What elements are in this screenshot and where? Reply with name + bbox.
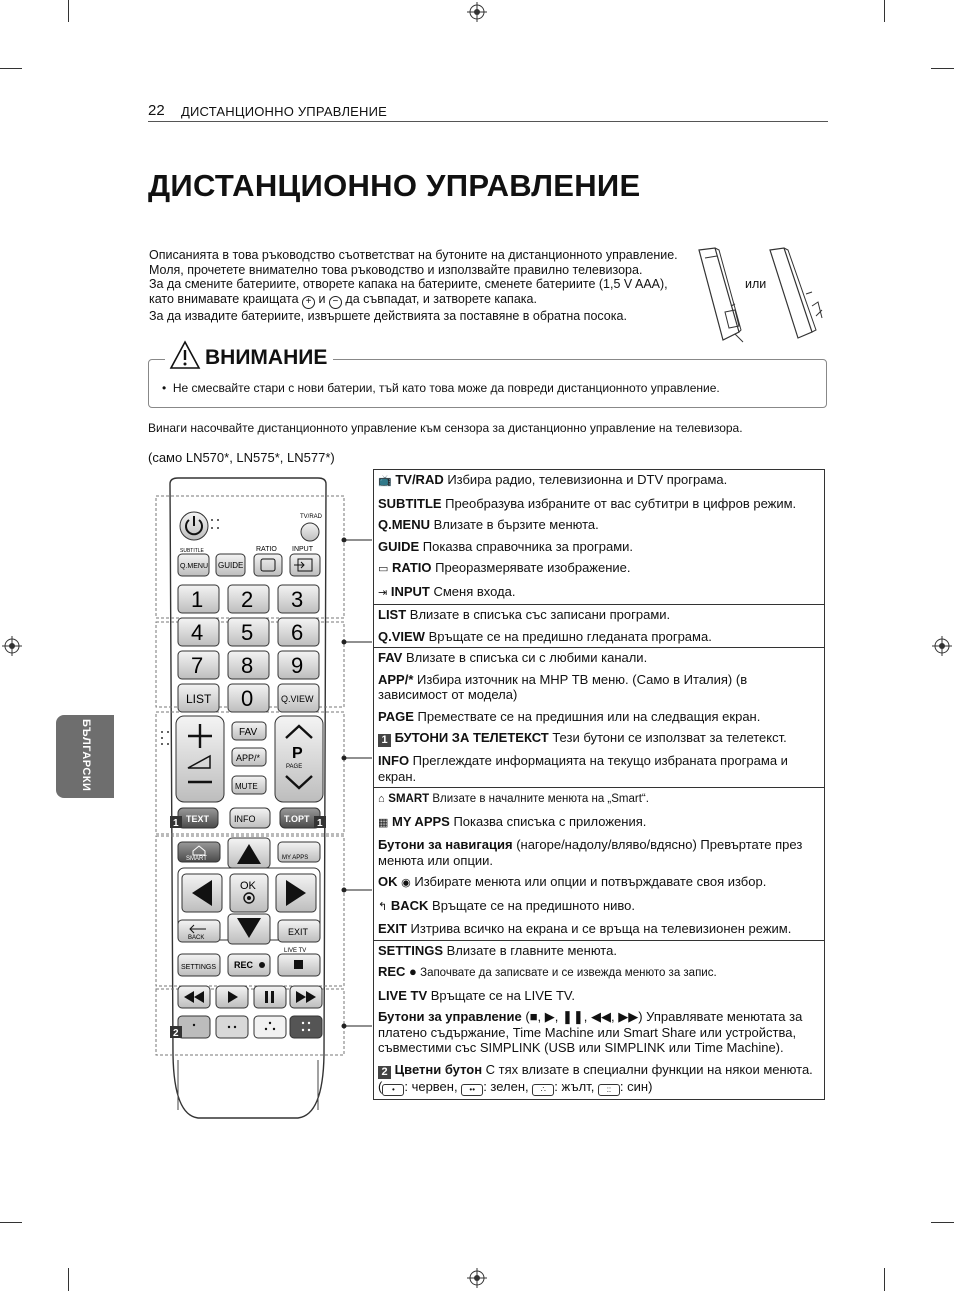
description-group <box>374 788 824 941</box>
button-description: Тези бутони се използват за телетекст. <box>548 730 787 745</box>
intro-fragment: да съвпадат, и затворете капака. <box>341 291 537 306</box>
blue-button[interactable] <box>290 1016 322 1038</box>
tvrad-button[interactable] <box>301 523 319 541</box>
color-name: : червен, <box>404 1078 462 1094</box>
green-button[interactable] <box>216 1016 248 1038</box>
red-button[interactable] <box>178 1016 210 1038</box>
caution-text: Не смесвайте стари с нови батерии, тъй като това може да повреди дистанционното управление. <box>172 381 720 395</box>
crop-mark <box>884 1268 885 1291</box>
description-row <box>378 650 820 666</box>
button-name: SUBTITLE <box>378 495 442 511</box>
color-name: : зелен, <box>483 1078 533 1094</box>
button-description: Показва справочника за програми. <box>419 538 634 554</box>
caution-title: ВНИМАНИЕ <box>205 346 333 370</box>
description-row <box>378 814 820 832</box>
button-description: Преоразмерявате изображение. <box>431 560 631 575</box>
description-row <box>378 472 820 490</box>
settings-label: SETTINGS <box>181 964 217 971</box>
text-label: TEXT <box>186 814 210 824</box>
intro-paragraph: Описанията в това ръководство съответстват на бутоните на дистанционното управление. <box>149 248 678 262</box>
number-label: 9 <box>291 653 304 678</box>
ratio-label: RATIO <box>256 546 277 553</box>
description-row <box>378 874 820 892</box>
button-description: Изтрива всичко на екрана и се връща на телевизионен режим. <box>406 921 792 936</box>
button-description: (■, ▶, ❚❚, ◀◀, ▶▶) Управлявате менютата за платено съдържание, Time Machine или Smart Share или устройства, съвместими със SIMPLINK (USB или SIMPLINK или Time Machine). <box>378 1009 803 1055</box>
myapps-label: MY APPS <box>282 855 309 861</box>
description-group <box>374 470 824 605</box>
button-name: Бутони за управление <box>378 1009 522 1024</box>
button-description-table <box>373 469 825 1100</box>
button-name: REC ● <box>378 964 417 979</box>
description-row <box>378 964 820 982</box>
button-description: Влизате в списъка със записани програми. <box>406 607 671 622</box>
button-description: Връщате се на предишно гледаната програма. <box>424 628 712 644</box>
or-label: или <box>745 277 767 291</box>
tvrad-label: TV/RAD <box>300 514 323 520</box>
number-label: 7 <box>191 653 204 678</box>
number-badge: 1 <box>378 734 391 747</box>
button-name: EXIT <box>378 921 407 936</box>
button-description: Започвате да записвате и се извежда менюто за запис. <box>416 967 717 979</box>
rec-label: REC <box>234 960 254 970</box>
ratio-button[interactable] <box>254 554 282 576</box>
description-group <box>374 605 824 648</box>
ok-label: OK <box>240 880 256 892</box>
button-description: Показва списъка с приложения. <box>449 813 647 829</box>
button-description: Премествате се на предишния или на следващия екран. <box>413 708 761 724</box>
description-row <box>378 790 820 808</box>
color-marker: 2 <box>173 1028 179 1039</box>
crop-mark <box>931 68 954 69</box>
button-name: LIST <box>378 607 407 622</box>
button-description: Влизате в началните менюта на „Smart“. <box>429 793 649 805</box>
button-description: Връщате се на предишното ниво. <box>428 897 636 913</box>
button-description: Връщате се на LIVE TV. <box>427 987 576 1003</box>
description-row <box>378 629 820 645</box>
back-label: BACK <box>188 935 205 941</box>
intro-fragment: За да смените батериите, отворете капака на батериите, сменете батериите (1,5 V AAA), като внимавате краищата <box>149 277 668 306</box>
color-name: : син) <box>619 1078 653 1094</box>
button-name: MY APPS <box>392 813 450 829</box>
crop-mark <box>0 1222 22 1223</box>
pause-button[interactable] <box>254 986 286 1008</box>
input-icon: ⇥ <box>378 586 388 599</box>
bullet: • <box>162 381 167 395</box>
description-row <box>378 730 820 747</box>
page-title: ДИСТАНЦИОННО УПРАВЛЕНИЕ <box>148 168 641 203</box>
list-label: LIST <box>186 692 212 706</box>
color-name: : жълт, <box>554 1078 598 1094</box>
page-number: 22 <box>148 102 165 119</box>
button-description: (нагоре/надолу/вляво/вдясно) Превъртате през менюта или опции. <box>378 837 803 868</box>
remote-illustration <box>148 470 376 1145</box>
description-row <box>378 898 820 916</box>
grid-icon: ▦ <box>378 816 389 829</box>
button-name: SETTINGS <box>378 942 444 958</box>
crop-mark <box>68 0 69 22</box>
intro-paragraph: Моля, прочетете внимателно това ръководство и използвайте правилно телевизора. <box>149 262 643 277</box>
button-name: Q.MENU <box>378 517 430 532</box>
button-name: Бутони за навигация <box>378 837 513 852</box>
exit-label: EXIT <box>288 927 309 937</box>
intro-paragraph: За да извадите батериите, извършете действията за поставяне в обратна посока. <box>149 308 627 323</box>
number-label: 5 <box>241 620 254 645</box>
aim-note: Винаги насочвайте дистанционното управление към сензора за дистанционно управление на телевизора. <box>148 421 743 435</box>
info-label: INFO <box>234 814 256 824</box>
button-name: Q.VIEW <box>378 628 425 644</box>
button-description: С тях влизате в специални функции на някои менюта. ( <box>378 1061 813 1094</box>
button-name: APP/* <box>378 671 414 687</box>
crop-mark <box>884 0 885 22</box>
back-arrow-icon: ↰ <box>378 900 388 913</box>
description-row <box>378 837 820 868</box>
button-name: LIVE TV <box>378 987 428 1003</box>
battery-cover-illustration <box>695 246 745 344</box>
button-name: PAGE <box>378 708 414 724</box>
running-header: ДИСТАНЦИОННО УПРАВЛЕНИЕ <box>181 104 388 119</box>
language-tab <box>56 715 114 798</box>
input-label: INPUT <box>292 546 313 553</box>
button-name: INFO <box>378 753 410 768</box>
page-label: PAGE <box>286 764 303 770</box>
description-row <box>378 539 820 555</box>
registration-mark-icon <box>467 2 487 22</box>
intro-paragraph <box>149 277 689 309</box>
description-row <box>378 1009 820 1056</box>
language-tab-label: БЪЛГАРСКИ <box>80 719 92 792</box>
button-description: Преглеждате информацията на текущо избраната програма и екран. <box>378 753 788 784</box>
ratio-icon: ▭ <box>378 563 389 575</box>
ok-icon: ◉ <box>401 877 411 889</box>
button-name: FAV <box>378 650 403 665</box>
plus-icon: + <box>302 296 315 309</box>
tvrad-icon: 📺 <box>378 475 392 487</box>
description-group <box>374 648 824 788</box>
description-row <box>378 584 820 602</box>
button-description: Избира радио, телевизионна и DTV програма. <box>443 472 728 487</box>
number-label: 3 <box>291 587 304 612</box>
description-row <box>378 1062 820 1096</box>
registration-mark-icon <box>467 1268 487 1288</box>
number-label: 6 <box>291 620 304 645</box>
yellow-button-icon: ∴ <box>532 1084 554 1096</box>
button-name: INPUT <box>390 583 430 599</box>
button-name: RATIO <box>392 560 432 575</box>
green-button-icon: •• <box>461 1084 483 1096</box>
number-label: 8 <box>241 653 254 678</box>
topt-label: T.OPT <box>284 814 310 824</box>
minus-icon: − <box>329 296 342 309</box>
fav-label: FAV <box>239 727 258 738</box>
description-row <box>378 921 820 937</box>
description-row <box>378 517 820 533</box>
guide-label: GUIDE <box>218 561 244 570</box>
button-name: TV/RAD <box>395 472 444 487</box>
intro-text <box>149 248 689 323</box>
description-row <box>378 560 820 578</box>
livetv-label: LIVE TV <box>284 948 307 954</box>
button-description: Влизате в главните менюта. <box>443 942 617 958</box>
description-row <box>378 496 820 512</box>
button-description: Избирате менюта или опции и потвърждавате своя избор. <box>410 874 767 889</box>
yellow-button[interactable] <box>254 1016 286 1038</box>
button-name: BACK <box>390 897 429 913</box>
qmenu-label: Q.MENU <box>180 563 208 570</box>
description-row <box>378 943 820 959</box>
button-name: БУТОНИ ЗА ТЕЛЕТЕКСТ <box>394 730 549 745</box>
description-row <box>378 672 820 703</box>
number-label: 0 <box>241 686 254 711</box>
button-description: Избира източник на MHP ТВ меню. (Само в Италия) (в зависимост от модела) <box>378 671 748 702</box>
button-name: GUIDE <box>378 538 420 554</box>
button-name: OK <box>378 874 398 889</box>
app-label: APP/* <box>236 753 261 763</box>
button-description: Влизате в бързите менюта. <box>430 517 599 532</box>
description-group <box>374 941 824 1100</box>
crop-mark <box>0 68 22 69</box>
p-label: P <box>292 745 303 762</box>
button-description: Сменя входа. <box>429 583 516 599</box>
description-row <box>378 607 820 623</box>
button-name: SMART <box>388 793 430 805</box>
battery-cover-illustration <box>766 246 826 344</box>
warning-icon <box>165 340 205 370</box>
teletext-marker: 1 <box>317 818 323 829</box>
qview-label: Q.VIEW <box>281 694 314 704</box>
red-button-icon: • <box>382 1084 404 1096</box>
button-description: Влизате в списъка си с любими канали. <box>402 650 648 665</box>
teletext-marker: 1 <box>173 818 179 829</box>
number-badge: 2 <box>378 1066 391 1079</box>
number-label: 1 <box>191 587 204 612</box>
subtitle-label: SUBTITLE <box>180 548 204 554</box>
blue-button-icon: :: <box>598 1084 620 1096</box>
registration-mark-icon <box>932 636 952 656</box>
crop-mark <box>931 1222 954 1223</box>
header-rule <box>148 121 828 122</box>
mute-label: MUTE <box>235 782 258 791</box>
description-row <box>378 988 820 1004</box>
button-name: Цветни бутон <box>394 1061 483 1077</box>
number-label: 4 <box>191 620 204 645</box>
button-description: Преобразува избраните от вас субтитри в цифров режим. <box>441 495 797 511</box>
number-label: 2 <box>241 587 254 612</box>
registration-mark-icon <box>2 636 22 656</box>
description-row <box>378 709 820 725</box>
smart-label: SMART <box>186 856 207 862</box>
home-icon: ⌂ <box>378 793 385 805</box>
description-row <box>378 753 820 784</box>
crop-mark <box>68 1268 69 1291</box>
caution-item <box>162 381 720 395</box>
intro-fragment: и <box>315 291 329 306</box>
models-note: (само LN570*, LN575*, LN577*) <box>148 450 335 465</box>
